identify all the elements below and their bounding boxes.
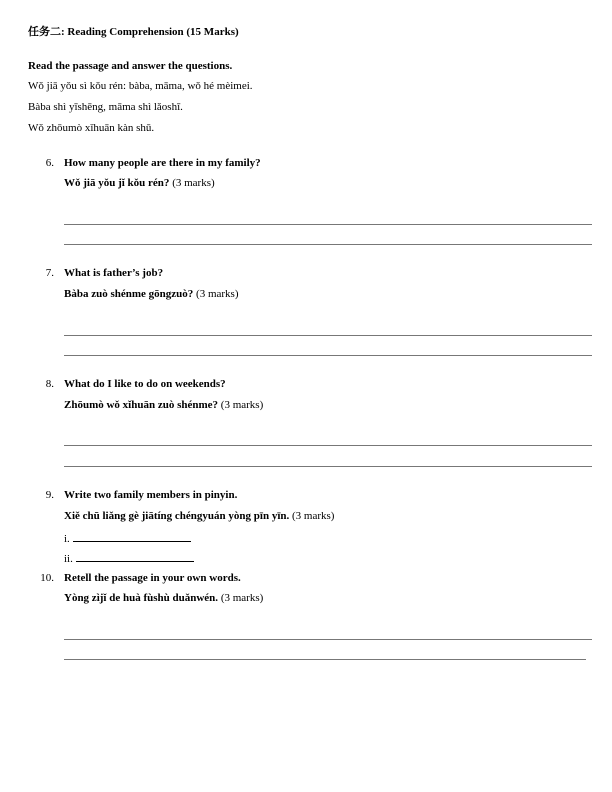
question-pinyin: Zhōumò wǒ xǐhuān zuò shénme?	[64, 399, 219, 411]
question-pinyin: Yòng zìjǐ de huà fùshù duǎnwén.	[64, 592, 219, 604]
answer-line[interactable]	[64, 466, 592, 467]
answer-line[interactable]	[64, 224, 592, 225]
question-text-pinyin	[64, 177, 215, 189]
question-text-pinyin	[64, 399, 263, 411]
question-text-pinyin	[64, 288, 239, 300]
answer-line[interactable]	[64, 445, 592, 446]
answer-line[interactable]	[64, 659, 586, 660]
section-title-en: : Reading Comprehension (15 Marks)	[61, 26, 239, 38]
blank-label: ii.	[64, 553, 73, 565]
passage-line: Wǒ zhōumò xǐhuān kàn shū.	[28, 122, 155, 134]
question-pinyin: Wǒ jiā yǒu jǐ kǒu rén?	[64, 177, 170, 189]
question-text-pinyin	[64, 510, 334, 522]
question-number: 7.	[45, 267, 54, 279]
question-pinyin: Bàba zuò shénme gōngzuò?	[64, 288, 194, 300]
question-text-en: Retell the passage in your own words.	[64, 572, 241, 584]
question-marks: (3 marks)	[196, 288, 239, 300]
question-marks: (3 marks)	[292, 510, 335, 522]
answer-line[interactable]	[64, 335, 592, 336]
answer-line[interactable]	[64, 244, 592, 245]
blank-field[interactable]	[73, 531, 191, 542]
question-pinyin: Xiě chū liǎng gè jiātíng chéngyuán yòng pīn yīn.	[64, 510, 290, 522]
section-title	[28, 23, 239, 39]
question-number: 8.	[45, 378, 54, 390]
answer-line[interactable]	[64, 639, 592, 640]
blank-answer-ii	[64, 551, 194, 565]
question-marks: (3 marks)	[220, 399, 264, 411]
question-text-en: How many people are there in my family?	[64, 157, 261, 169]
blank-label: i.	[64, 533, 70, 545]
blank-field[interactable]	[76, 551, 194, 562]
blank-answer-i	[64, 531, 191, 545]
question-text-en: What do I like to do on weekends?	[64, 378, 226, 390]
question-marks: (3 marks)	[220, 592, 264, 604]
instructions: Read the passage and answer the questions.	[28, 60, 233, 72]
question-marks: (3 marks)	[172, 177, 215, 189]
question-number: 10.	[40, 572, 54, 584]
question-text-en: What is father’s job?	[64, 267, 164, 279]
question-text-en: Write two family members in pinyin.	[64, 489, 238, 501]
question-number: 9.	[45, 489, 54, 501]
passage-line: Wǒ jiā yǒu sì kǒu rén: bàba, māma, wǒ hé mèimei.	[28, 80, 253, 92]
question-text-pinyin	[64, 592, 263, 604]
answer-line[interactable]	[64, 355, 592, 356]
passage-line: Bàba shì yīshēng, māma shì lǎoshī.	[28, 101, 183, 113]
section-title-cn: 任务二	[28, 26, 61, 38]
question-number: 6.	[45, 157, 54, 169]
